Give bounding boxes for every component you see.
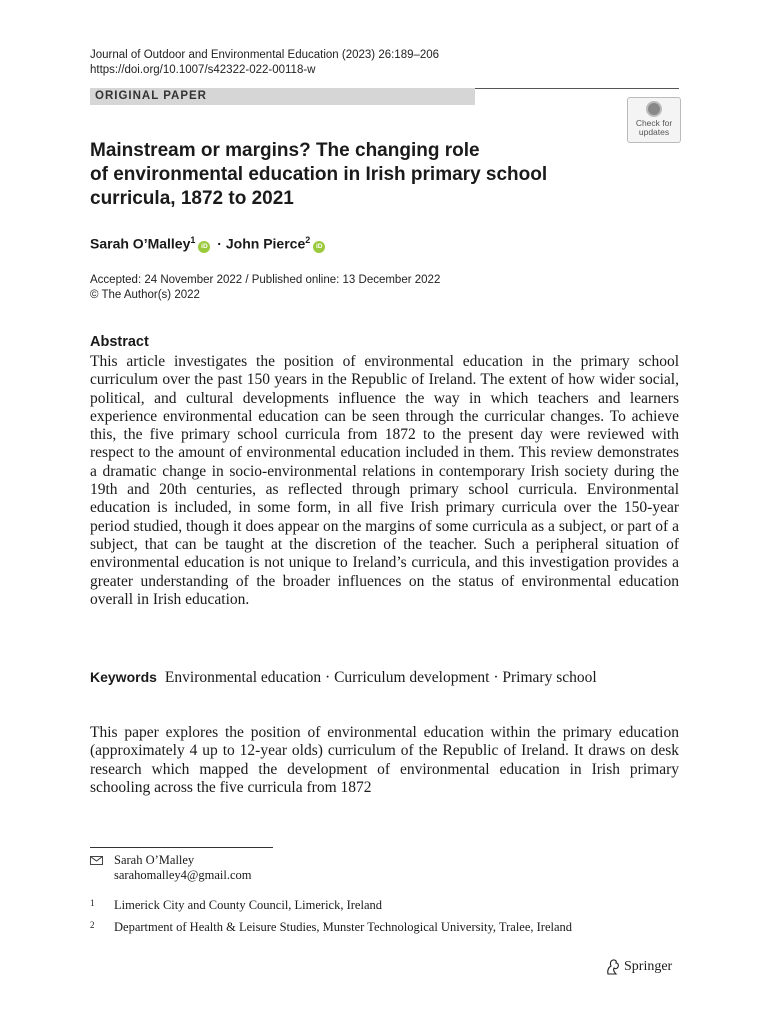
corresponding-author-name: Sarah O’Malley [114, 853, 195, 867]
author-separator: · [213, 235, 226, 252]
intro-paragraph: This paper explores the position of environmental education within the primary education (approximately 4 up to 12-year olds) curriculum of the Republic of Ireland. It draws on desk research which mapped the development of environmental education in Irish primary schooling across the five curricula from 1872 [90, 724, 679, 796]
doi-link[interactable]: https://doi.org/10.1007/s42322-022-00118-w [90, 64, 316, 76]
springer-horse-icon [605, 958, 621, 976]
section-label: ORIGINAL PAPER [95, 90, 207, 102]
title-line: of environmental education in Irish primary school [90, 164, 548, 185]
publisher-name: Springer [624, 959, 673, 975]
check-badge-line1: Check for [635, 118, 673, 128]
keywords-line [90, 668, 597, 687]
abstract-text: This article investigates the position of environmental education in the primary school curriculum over the past 150 years in the Republic of Ireland. The extent of how wider social, political, and cultural developments influence the way in which teachers and learners experience environmental education can be seen through the curricular changes. To achieve this, the five primary school curricula from 1872 to the present day were reviewed with respect to the amount of environmental education included in them. This review demonstrates a dramatic change in socio-environmental relations in contemporary Irish society during the 19th and 20th centuries, as reflected through primary school curricula. Environmental education is included, in some form, in all five Irish primary curricula over the 150-year period studied, though it does appear on the margins of some curricula as a subject, or part of a subject, that can be taught at the discretion of the teacher. Such a peripheral situation of environmental education is not unique to Ireland’s curricula, and this investigation provides a greater understanding of the broader influences on the status of environmental education overall in Irish education. [90, 353, 679, 608]
article-title [90, 139, 610, 211]
keywords-list: Environmental education · Curriculum development · Primary school [164, 669, 597, 686]
envelope-icon [90, 856, 103, 865]
check-badge-line2: updates [638, 127, 670, 137]
title-line: Mainstream or margins? The changing role [90, 140, 480, 161]
publisher-logo [605, 958, 672, 978]
affiliation-2: Department of Health & Leisure Studies, Munster Technological University, Tralee, Ireland [114, 920, 573, 934]
author-affiliation-mark: 2 [305, 235, 311, 245]
journal-reference: Journal of Outdoor and Environmental Education (2023) 26:189–206 [90, 49, 440, 61]
author-name[interactable]: Sarah O’Malley [90, 235, 191, 252]
footnote-rule [90, 847, 273, 848]
abstract-heading: Abstract [90, 334, 149, 350]
author-affiliation-mark: 1 [190, 235, 196, 245]
header-rule [475, 88, 679, 89]
author-list [90, 231, 328, 253]
affiliation-number: 1 [90, 898, 95, 908]
orcid-icon[interactable]: iD [198, 241, 210, 253]
affiliation-1: Limerick City and County Council, Limerick, Ireland [114, 898, 382, 912]
check-for-updates-badge[interactable] [627, 97, 681, 143]
accepted-published-date: Accepted: 24 November 2022 / Published online: 13 December 2022 [90, 274, 441, 286]
corresponding-author-email[interactable]: sarahomalley4@gmail.com [114, 868, 252, 882]
affiliation-number: 2 [90, 920, 95, 930]
journal-citation [90, 48, 439, 78]
orcid-icon[interactable]: iD [313, 241, 325, 253]
title-line: curricula, 1872 to 2021 [90, 188, 294, 209]
keywords-heading: Keywords [90, 669, 157, 685]
publication-dates [90, 273, 440, 303]
author-name[interactable]: John Pierce [225, 235, 306, 252]
copyright-notice: © The Author(s) 2022 [90, 289, 200, 301]
crossmark-icon [646, 101, 662, 117]
